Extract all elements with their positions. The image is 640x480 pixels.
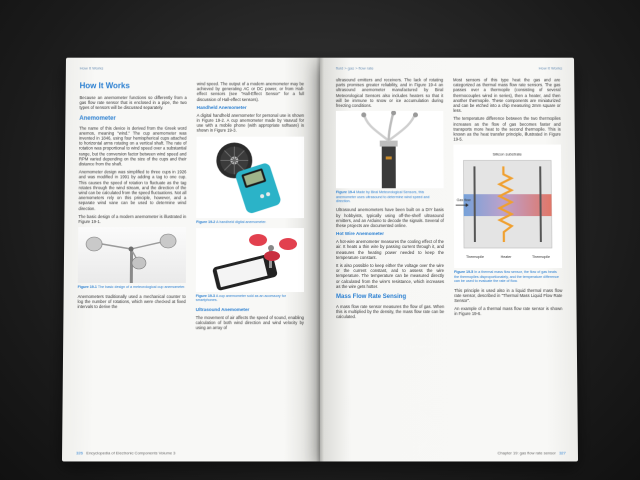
open-book — [62, 58, 578, 462]
right-column-1 — [336, 77, 444, 322]
paragraph: Most sensors of this type heat the gas and are categorized as thermal mass flow rate sensors. The gas passes over a thermopile (consisting of several thermocouples wired in series), then a heater, and then another thermopile. These components are miniaturized and can be etched into a chip measuring 2mm square or less. — [453, 77, 561, 114]
figure-cup-anemometer — [78, 227, 186, 283]
right-running-head-right: How It Works — [538, 65, 563, 71]
paragraph: The name of this device is derived from the Greek word anemos, meaning "wind." The cup anemometer was invented in 1846, using four hemispherical cups attached to horizontal arms rotating on a vertical shaft. The rate of rotation was proportional to wind speed over a substantial range, but the conversion factor between wind speed and RPM varied depending on the size of the cups and their distance from the shaft. — [78, 125, 187, 167]
mass-flow-rate-heading: Mass Flow Rate Sensing — [336, 294, 407, 301]
paragraph: Ultrasound anemometers have been built on a DIY basis by hobbyists, typically using off-the-shelf ultrasound emitters, and an Arduino to decode the signals. Several of these projects are documented online. — [335, 207, 444, 229]
left-footer — [76, 450, 175, 455]
book-title: Encyclopedia of Electronic Components Volume 3 — [86, 450, 176, 456]
figure-ultrasound-anemometer — [336, 111, 444, 188]
right-column-2 — [453, 77, 563, 319]
paragraph: The movement of air affects the speed of sound, enabling calculation of both wind direction and wind velocity by using an array of — [195, 314, 304, 331]
page-number: 326 — [76, 450, 83, 456]
paragraph: Anemometers traditionally used a mechanical counter to log the number of rotations, which were checked at fixed intervals to derive the — [77, 293, 186, 310]
paragraph: A digital handheld anemometer for personal use is shown in Figure 19-2. A cup anemometer made by Vaavud for use with a mobile phone (with appropriate software) is shown in Figure 19-3. — [196, 112, 305, 134]
paragraph: Because an anemometer functions so differently from a gas flow rate sensor that is enclosed in a pipe, the two types of sensors will be discussed separately. — [79, 95, 187, 111]
figure-caption: Figure 19-4 Made by Biral Meteorological Sensors, this anemometer uses ultrasound to determine wind speed and direction. — [335, 190, 430, 204]
paragraph: An example of a thermal mass flow rate sensor is shown in Figure 19-6. — [454, 306, 563, 317]
figure-caption: Figure 19-3 A cup anemometer sold as an accessory for smartphones. — [195, 294, 286, 303]
label-gas-flow: Gas flow — [456, 198, 471, 203]
paragraph: ultrasound emitters and receivers. The lack of rotating parts promises greater reliability, and in Figure 19-4 an ultrasound anemometer manufactured by Biral Meteorological Sensors also includes heaters so that it will be immune to snow or ice accumulation during freezing conditions. — [335, 77, 444, 108]
label-thermopile-1: Thermopile — [465, 255, 484, 260]
paragraph: This principle is used also in a liquid thermal mass flow rate sensor, described in "Thermal Mass Liquid Flow Rate Sensor". — [454, 287, 563, 304]
figure-handheld-anemometer — [196, 136, 304, 217]
label-silicon-substrate: Silicon substrate — [492, 151, 522, 157]
paragraph: A hot-wire anemometer measures the cooling effect of the air. It heats a thin wire by passing current through it, and measures the heating power needed to keep the temperature constant. — [335, 239, 444, 260]
figure-caption: Figure 19-1 The basic design of a meteorological cup anemometer. — [77, 285, 186, 290]
smartphone-anemometer-illustration — [196, 228, 304, 292]
paragraph: The temperature difference between the two thermopiles increases as the flow of gas becomes faster and transports more heat to the second thermopile. This is known as the heat transfer principle, illustrated in Figure 19-5. — [453, 116, 561, 142]
handheld-anemometer-heading: Handheld Anemometer — [196, 104, 247, 110]
left-column-1 — [77, 79, 186, 312]
label-thermopile-2: Thermopile — [531, 255, 551, 260]
left-page — [62, 58, 320, 462]
paragraph: wind speed. The output of a modern anemometer may be achieved by generating AC or DC power, or from Hall-effect sensors (see "Hall-Effect Sensor" for a full discussion of Hall-effect sensors). — [196, 81, 305, 102]
figure-caption: Figure 19-5 In a thermal mass flow sensor, the flow of gas heats the thermopiles disproportionately, and the temperature difference can be used to evaluate the rate of flow. — [454, 270, 559, 284]
section-title: How It Works — [79, 81, 130, 91]
paragraph: The basic design of a modern anemometer is illustrated in Figure 19-1. — [78, 213, 187, 225]
right-running-head-left: fluid > gas > flow rate — [335, 65, 374, 71]
right-page — [320, 58, 578, 462]
handheld-anemometer-illustration — [196, 136, 304, 217]
right-footer — [497, 450, 565, 455]
paragraph: Anemometer design was simplified to three cups in 1926 and was modified in 1991 by adding a tag to one cup. This causes the speed of rotation to fluctuate as the tag rotates through the wind stream, and the direction of the wind can be calculated from the speed fluctuations. Not all anemometers rely on this principle, however, and a separate wind vane can be used to determine wind direction. — [78, 169, 187, 211]
anemometer-heading: Anemometer — [79, 115, 116, 122]
figure-thermal-mass-flow — [453, 145, 562, 268]
book-spine-shadow — [316, 58, 324, 462]
ultrasound-anemometer-illustration — [336, 111, 444, 188]
paragraph: A mass flow rate sensor measures the flow of gas. When this is multiplied by the density, the mass flow rate can be calculated. — [336, 304, 445, 320]
ultrasound-anemometer-heading: Ultrasound Anemometer — [195, 306, 250, 312]
hot-wire-anemometer-heading: Hot Wire Anemometer — [335, 231, 384, 237]
figure-smartphone-anemometer — [196, 228, 304, 292]
paragraph: It is also possible to keep either the voltage over the wire or the current constant, and to assess the wire temperature. The temperature can be measured directly or calculated from the wire's resistance, which increases as the wire gets hotter. — [336, 263, 445, 289]
thermal-mass-flow-diagram — [453, 145, 562, 268]
cup-anemometer-illustration — [78, 227, 186, 283]
label-heater: Heater — [500, 255, 512, 260]
chapter-title: Chapter 19: gas flow rate sensor — [497, 450, 556, 456]
left-running-head: How It Works — [79, 65, 104, 71]
page-number: 327 — [559, 450, 566, 456]
figure-caption: Figure 19-2 A handheld digital anemometer. — [196, 219, 267, 224]
left-column-2 — [196, 81, 304, 333]
